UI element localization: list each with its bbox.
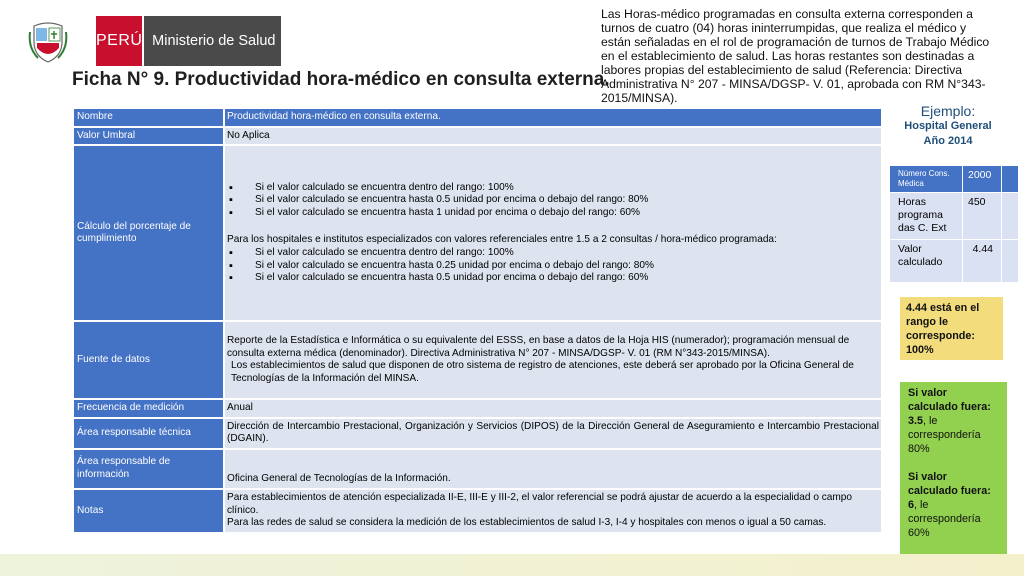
table-row [74,109,881,126]
fuente-paragraph-2: Los establecimientos de salud que disponen de otro sistema de registro de atenciones, este deberá ser aprobado por la Oficina General de Tecnologías de la Información del MINSA. [231,360,854,384]
table-row [890,240,1018,282]
notas-paragraph-1: Para establecimientos de atención especializada II-E, III-E y III-2, el valor referencial se podrá ajustar de acuerdo a la especialidad o campo clínico. [227,491,853,516]
list-item: ▪ Si el valor calculado se encuentra hasta 0.25 unidad por encima o debajo del rango: 80% [227,260,879,273]
row-value-nombre: Productividad hora-médico en consulta externa. [225,109,881,126]
scenario-2-suffix: , le correspondería 60% [908,499,981,539]
minsa-logo [28,16,281,66]
scenario-1 [908,386,999,456]
result-callout: 4.44 está en el rango le corresponde: 100% [900,297,1003,360]
example-table [889,165,1019,283]
row-label-notas: Notas [74,490,225,532]
row-label-umbral: Valor Umbral [74,128,225,145]
list-item: ▪ Si el valor calculado se encuentra hasta 0.5 unidad por encima o debajo del rango: 60% [227,272,879,285]
row-value-calculo [225,146,881,320]
list-item: ▪ Si el valor calculado se encuentra hasta 0.5 unidad por encima o debajo del rango: 80% [227,194,879,207]
table-row [74,490,881,532]
table-row [74,322,881,398]
page-title: Ficha N° 9. Productividad hora-médico en consulta externa. [72,69,610,90]
row-label-frecuencia: Frecuencia de medición [74,400,225,417]
row-value-tecnica: Dirección de Intercambio Prestacional, Organización y Servicios (DIPOS) de la Dirección General de Aseguramiento e Intercambio Prestacional (DGAIN). [225,419,881,448]
footer-band [0,554,1024,576]
row-label-nombre: Nombre [74,109,225,126]
example-row-empty [1002,193,1018,239]
row-value-notas [225,490,881,532]
row-value-fuente [225,322,881,398]
scenario-2-value: 6 [908,499,915,511]
scenario-1-label: Si valor calculado fuera: [908,387,991,413]
row-label-informacion: Área responsable de información [74,450,225,488]
example-row-value: 4.44 [963,240,1001,282]
ficha-table [74,107,881,534]
row-value-umbral: No Aplica [225,128,881,145]
bullet-list-hospitales [227,247,879,285]
example-row-value: 450 [963,193,1001,239]
scenario-2-label: Si valor calculado fuera: [908,471,991,497]
example-year: Año 2014 [923,135,973,147]
scenario-1-value: 3.5 [908,415,924,427]
example-row-name: Horas programa das C. Ext [890,193,962,239]
example-header [893,103,1003,149]
calculo-paragraph: Para los hospitales e institutos especializados con valores referenciales entre 1.5 a 2 consultas / hora-médico programada: [227,234,777,246]
notas-paragraph-2: Para las redes de salud se considera la medición de los establecimientos de salud I-3, I-4 y hospitales con menos o igual a 50 camas. [227,517,827,529]
intro-text: Las Horas-médico programadas en consulta externa corresponden a turnos de cuatro (04) horas ininterrumpidas, que realiza el médico y están señaladas en el rol de programación de turnos de Trabajo Médico en el establecimiento de salud. Las horas restantes son destinadas a labores propias del establecimiento de salud (Referencia: Directiva Administrativa N° 207 - MINSA/DGSP- V. 01, aprobada con RM N°343-2015/MINSA). [601,7,990,105]
example-row-empty [1002,166,1018,192]
row-value-informacion: Oficina General de Tecnologías de la Información. [225,450,881,488]
row-value-frecuencia: Anual [225,400,881,417]
table-row [74,450,881,488]
example-title: Ejemplo: [920,103,976,119]
table-row [74,400,881,417]
example-row-empty [1002,240,1018,282]
table-row [74,419,881,448]
table-row [74,146,881,320]
table-row [74,128,881,145]
example-row-name: Valor calculado [890,240,962,282]
bullet-list-general [227,182,879,220]
table-row [890,166,1018,192]
fuente-paragraph-1: Reporte de la Estadística e Informática o su equivalente del ESSS, en base a datos de la Hoja HIS (numerador); programación mensual de consulta externa médica (denominador). Directiva Administrativa N° 207 - MINSA/DGSP- V. 01 (RM N°343-2015/MINSA). [227,335,850,359]
scenario-2 [908,470,999,540]
scenario-callout [900,382,1007,560]
row-label-fuente: Fuente de datos [74,322,225,398]
example-hospital: Hospital General [904,120,992,132]
coat-of-arms-icon [28,16,68,66]
ministry-label: Ministerio de Salud [144,16,281,66]
list-item: ▪ Si el valor calculado se encuentra dentro del rango: 100% [227,247,879,260]
list-item: ▪ Si el valor calculado se encuentra dentro del rango: 100% [227,182,879,195]
list-item: ▪ Si el valor calculado se encuentra hasta 1 unidad por encima o debajo del rango: 60% [227,207,879,220]
row-label-tecnica: Área responsable técnica [74,419,225,448]
table-row [890,193,1018,239]
example-row-name: Número Cons. Médica [890,166,962,192]
scenario-1-suffix: , le correspondería 80% [908,415,981,455]
example-row-value: 2000 [963,166,1001,192]
row-label-calculo: Cálculo del porcentaje de cumplimiento [74,146,225,320]
peru-label: PERÚ [96,16,142,66]
